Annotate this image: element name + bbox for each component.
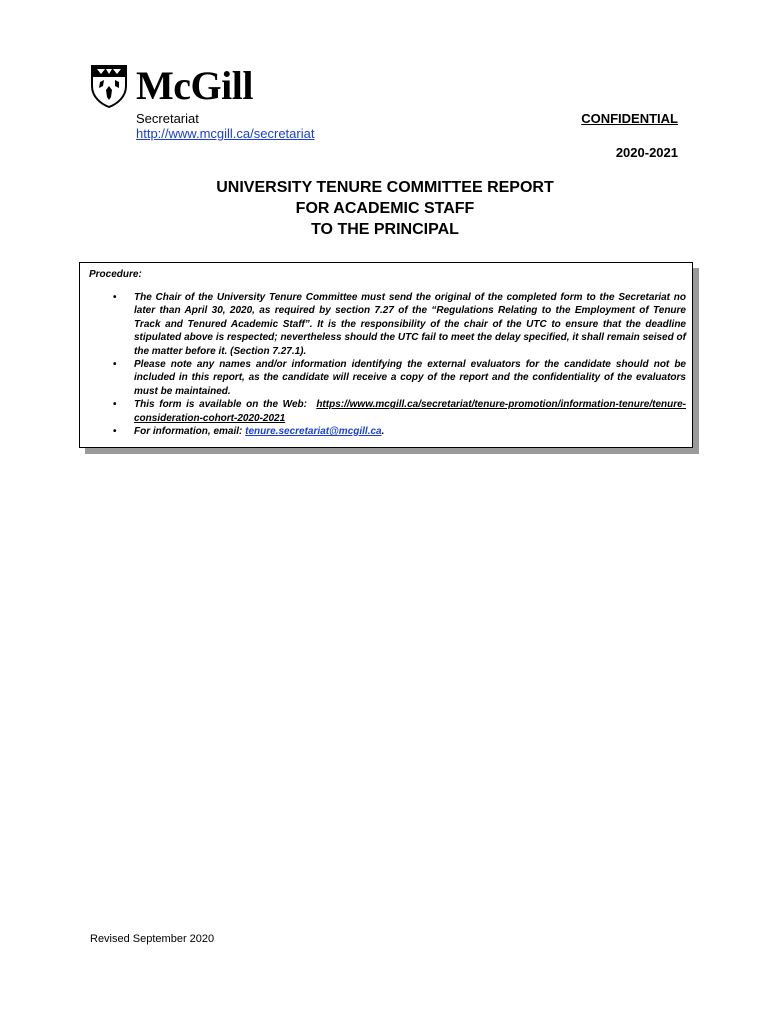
confidential-label: CONFIDENTIAL (581, 111, 678, 126)
mcgill-wordmark: McGill (136, 63, 253, 108)
bullet-icon: • (113, 426, 117, 438)
procedure-item-text: Please note any names and/or information identifying the external evaluators for the candidate should not be included in this report, as the candidate will receive a copy of the report and the confidentiality of the evaluators must be maintained. (134, 359, 686, 397)
procedure-item-prefix: This form is available on the Web: (134, 399, 307, 411)
procedure-label: Procedure: (89, 269, 142, 280)
title-line-2: FOR ACADEMIC STAFF (295, 200, 475, 217)
academic-year: 2020-2021 (615, 145, 678, 160)
title-line-3: TO THE PRINCIPAL (311, 221, 459, 238)
procedure-list (104, 291, 686, 438)
title-line-1: UNIVERSITY TENURE COMMITTEE REPORT (216, 179, 554, 196)
procedure-box-frame (79, 262, 693, 448)
page-title (0, 177, 770, 240)
procedure-item-web (104, 398, 686, 425)
bullet-icon: • (113, 359, 117, 371)
procedure-item-text: The Chair of the University Tenure Committee must send the original of the completed form to the Secretariat no later than April 30, 2020, as required by section 7.27 of the “Regulations Relating to the Employment of Tenure Track and Tenured Academic Staff”. It is the responsibility of the chair of the UTC to ensure that the deadline stipulated above is respected; nevertheless should the UTC fail to meet the delay specified, it shall remain seised of the matter before it. (Section 7.27.1). (134, 292, 686, 357)
revised-date: Revised September 2020 (90, 933, 215, 945)
secretariat-link[interactable]: http://www.mcgill.ca/secretariat (136, 126, 315, 141)
mcgill-crest-icon (90, 64, 128, 108)
procedure-item-deadline (104, 291, 686, 358)
bullet-icon: • (113, 292, 117, 303)
bullet-icon: • (113, 399, 117, 411)
procedure-item-prefix: For information, email: (134, 426, 243, 438)
mcgill-logo (90, 64, 253, 108)
procedure-item-suffix: . (381, 426, 385, 438)
form-web-link[interactable]: https://www.mcgill.ca/secretariat/tenure-promotion/information-tenure/tenure-consideration-cohort-2020-2021 (134, 399, 687, 424)
procedure-item-confidentiality (104, 358, 686, 398)
email-link[interactable]: tenure.secretariat@mcgill.ca (245, 426, 382, 438)
department-name: Secretariat (136, 111, 199, 126)
procedure-item-email (104, 425, 686, 438)
department-block (136, 111, 314, 141)
procedure-box (79, 262, 693, 448)
